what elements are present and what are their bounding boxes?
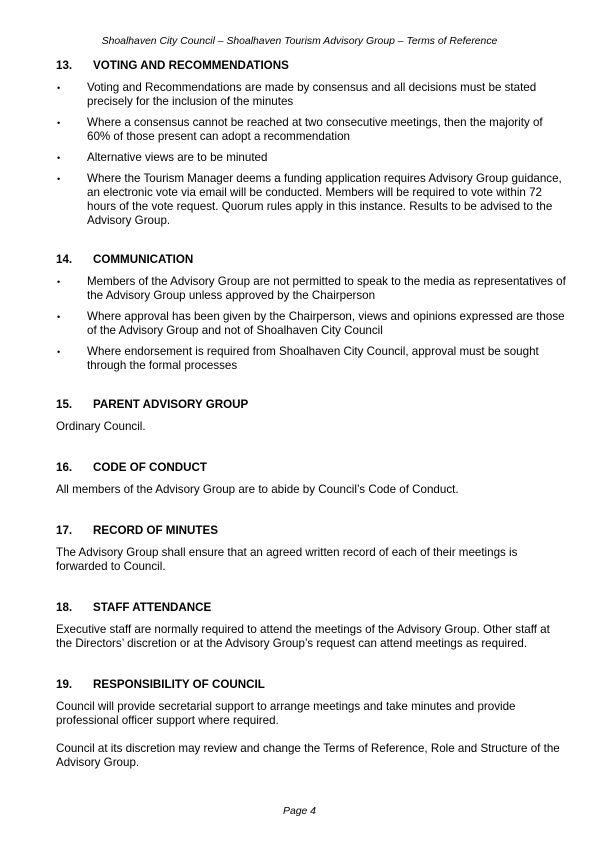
section-record-of-minutes bbox=[56, 524, 566, 601]
bullet-list bbox=[56, 81, 566, 228]
paragraph: Ordinary Council. bbox=[56, 420, 146, 433]
bullet-icon: • bbox=[57, 83, 61, 93]
section-number: 19. bbox=[56, 678, 73, 691]
list-item bbox=[56, 81, 566, 109]
list-item bbox=[56, 151, 566, 165]
page-number: Page 4 bbox=[283, 806, 316, 817]
section-spacer bbox=[56, 658, 566, 678]
section-number: 14. bbox=[56, 253, 73, 266]
section-title: COMMUNICATION bbox=[93, 253, 194, 266]
section-parent-advisory-group bbox=[56, 398, 566, 461]
bullet-icon: • bbox=[57, 312, 61, 322]
section-title: RECORD OF MINUTES bbox=[93, 524, 218, 537]
section-heading bbox=[56, 398, 566, 412]
list-item bbox=[56, 345, 566, 373]
section-spacer bbox=[56, 380, 566, 398]
paragraph: Council will provide secretarial support to arrange meetings and take minutes and provide professional officer support where required. bbox=[56, 700, 516, 727]
bullet-icon: • bbox=[57, 277, 61, 287]
section-title: RESPONSIBILITY OF COUNCIL bbox=[93, 678, 265, 691]
paragraph: The Advisory Group shall ensure that an agreed written record of each of their meetings is forwarded to Council. bbox=[56, 546, 518, 573]
section-number: 16. bbox=[56, 461, 73, 474]
list-item bbox=[56, 172, 566, 228]
section-number: 17. bbox=[56, 524, 73, 537]
section-spacer bbox=[56, 581, 566, 601]
section-heading bbox=[56, 253, 566, 267]
section-responsibility-of-council bbox=[56, 678, 566, 770]
section-voting-and-recommendations bbox=[56, 59, 566, 253]
section-title: PARENT ADVISORY GROUP bbox=[93, 398, 249, 411]
list-item-text: Where endorsement is required from Shoalhaven City Council, approval must be sought through the formal processes bbox=[87, 345, 539, 372]
bullet-icon: • bbox=[57, 174, 61, 184]
section-spacer bbox=[56, 235, 566, 253]
section-heading bbox=[56, 601, 566, 615]
section-spacer bbox=[56, 441, 566, 461]
page-header: Shoalhaven City Council – Shoalhaven Tourism Advisory Group – Terms of Reference bbox=[101, 36, 498, 47]
section-spacer bbox=[56, 504, 566, 524]
section-number: 13. bbox=[56, 59, 73, 72]
list-item bbox=[56, 275, 566, 303]
section-heading bbox=[56, 524, 566, 538]
list-item-text: Where a consensus cannot be reached at two consecutive meetings, then the majority of 60% of those present can adopt a recommendation bbox=[87, 116, 543, 143]
section-number: 18. bbox=[56, 601, 73, 614]
section-number: 15. bbox=[56, 398, 73, 411]
section-title: STAFF ATTENDANCE bbox=[93, 601, 212, 614]
list-item bbox=[56, 116, 566, 144]
section-title: CODE OF CONDUCT bbox=[93, 461, 208, 474]
document-body bbox=[56, 59, 566, 777]
paragraph: Council at its discretion may review and change the Terms of Reference, Role and Structure of the Advisory Group. bbox=[56, 742, 560, 769]
paragraph: All members of the Advisory Group are to abide by Council’s Code of Conduct. bbox=[56, 483, 459, 496]
bullet-list bbox=[56, 275, 566, 373]
bullet-icon: • bbox=[57, 118, 61, 128]
list-item-text: Where approval has been given by the Chairperson, views and opinions expressed are those of the Advisory Group and not of Shoalhaven City Council bbox=[87, 310, 565, 337]
list-item bbox=[56, 310, 566, 338]
bullet-icon: • bbox=[57, 153, 61, 163]
section-heading bbox=[56, 678, 566, 692]
section-title: VOTING AND RECOMMENDATIONS bbox=[93, 59, 289, 72]
list-item-text: Alternative views are to be minuted bbox=[87, 151, 268, 164]
paragraph: Executive staff are normally required to attend the meetings of the Advisory Group. Other staff at the Directors’ discretion or at the Advisory Group’s request can attend meetings as required. bbox=[56, 623, 550, 650]
section-code-of-conduct bbox=[56, 461, 566, 524]
list-item-text: Members of the Advisory Group are not permitted to speak to the media as representatives of the Advisory Group unless approved by the Chairperson bbox=[87, 275, 566, 302]
section-heading bbox=[56, 59, 566, 73]
section-staff-attendance bbox=[56, 601, 566, 678]
section-heading bbox=[56, 461, 566, 475]
list-item-text: Where the Tourism Manager deems a funding application requires Advisory Group guidance, an electronic vote via email will be conducted. Members will be required to vote within 72 hours of the vote request. Quorum rules apply in this instance. Results to be advised to the Advisory Group. bbox=[87, 172, 562, 227]
list-item-text: Voting and Recommendations are made by consensus and all decisions must be stated precisely for the inclusion of the minutes bbox=[87, 81, 537, 108]
section-communication bbox=[56, 253, 566, 398]
bullet-icon: • bbox=[57, 347, 61, 357]
